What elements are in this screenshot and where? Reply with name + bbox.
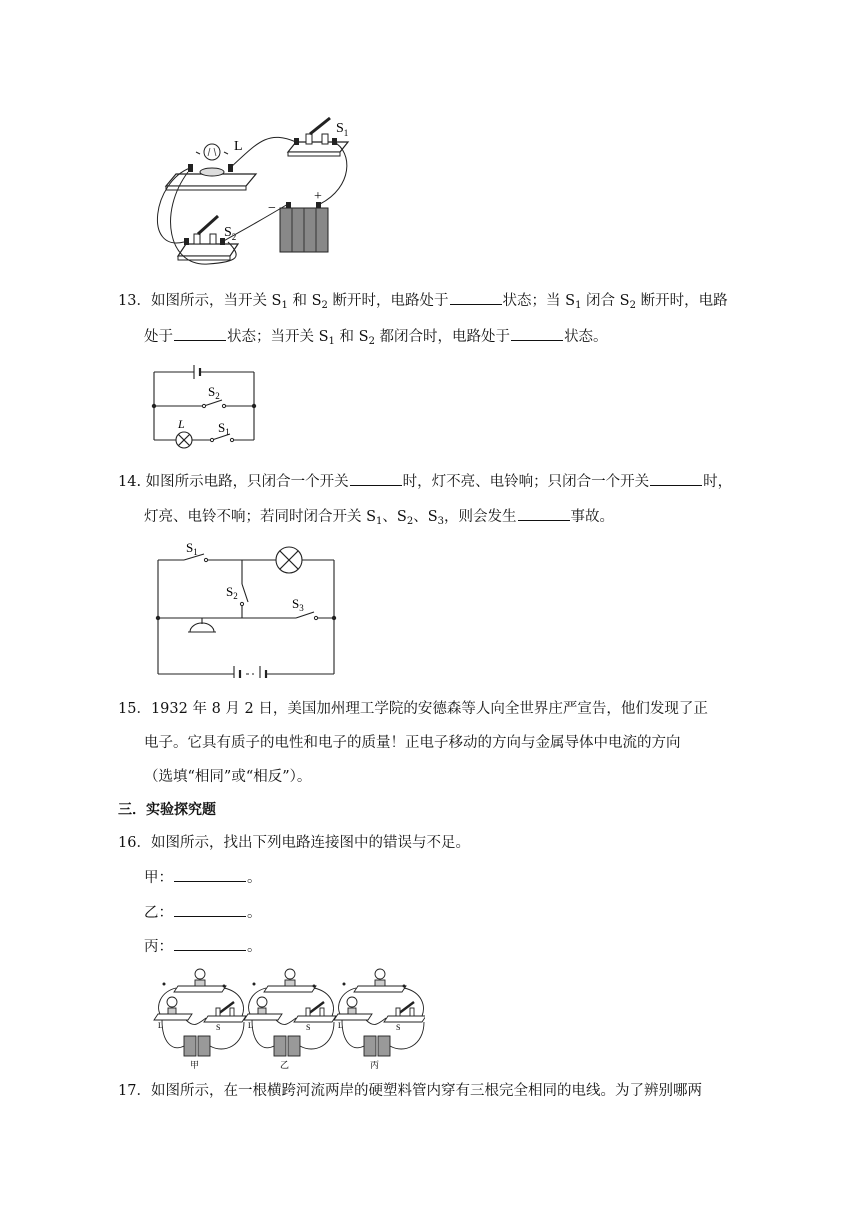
q16-blank-jia[interactable]	[174, 867, 246, 882]
q16-jia-line: 甲： 。	[144, 867, 262, 888]
circuit-yi	[244, 969, 336, 1056]
q14-blank-3[interactable]	[518, 506, 570, 521]
physical-circuit-figure	[148, 112, 358, 277]
q16-blank-yi[interactable]	[174, 902, 246, 917]
circuit-jia	[154, 969, 246, 1056]
lbl-l-yi: L	[248, 1021, 253, 1030]
lbl-s-jia: S	[216, 1023, 221, 1032]
q13-line-1: 13．如图所示，当开关 $S_1$ 和 $S_2$ 断开时，电路处于 状态；当 $S_1$ 闭合 $S_2$ 断开时，电路	[118, 290, 728, 316]
q15-line-2: 电子。它具有质子的电性和电子的质量！正电子移动的方向与金属导体中电流的方向	[144, 735, 681, 751]
lamp-label: L	[234, 139, 243, 154]
q14-blank-1[interactable]	[350, 471, 402, 486]
q14-line-1: 14. 如图所示电路，只闭合一个开关 时，灯不亮、电铃响；只闭合一个开关 时，	[118, 471, 732, 492]
lbl-s-bing: S	[396, 1023, 401, 1032]
q13-line-2: 处于 状态；当开关 $S_1$ 和 $S_2$ 都闭合时，电路处于 状态。	[144, 326, 608, 352]
section-heading: 三．实验探究题	[118, 802, 216, 818]
circuit-bing	[334, 969, 425, 1056]
fig13-s2-label: $S_2$	[208, 384, 220, 401]
caption-yi: 乙	[280, 1060, 290, 1070]
s2-label: $S_2$	[224, 225, 237, 242]
lbl-s-yi: S	[306, 1023, 311, 1032]
plus-sign: +	[314, 189, 322, 204]
fig14-s3-label: $S_3$	[292, 596, 304, 613]
q15-line-1: 15．1932 年 8 月 2 日，美国加州理工学院的安德森等人向全世界庄严宣告，他们发现了正	[118, 701, 708, 717]
q13-blank-1[interactable]	[450, 290, 502, 305]
q16-blank-bing[interactable]	[174, 936, 246, 951]
q14-line-2: 灯亮、电铃不响；若同时闭合开关 $S_1$、$S_2$、$S_3$，则会发生 事故。	[144, 506, 614, 532]
q16-circuits-figure	[150, 958, 425, 1070]
q16-stem: 16．如图所示，找出下列电路连接图中的错误与不足。	[118, 835, 470, 851]
s1-label: $S_1$	[336, 121, 349, 138]
q17-line-1: 17．如图所示，在一根横跨河流两岸的硬塑料管内穿有三根完全相同的电线。为了辨别哪两	[118, 1083, 702, 1099]
q14-blank-2[interactable]	[650, 471, 702, 486]
q15-line-3: （选填“相同”或“相反”）。	[144, 769, 312, 785]
caption-jia: 甲	[190, 1060, 200, 1070]
q13-circuit-diagram	[148, 360, 264, 450]
q13-blank-2[interactable]	[174, 326, 226, 341]
battery-pack	[280, 202, 328, 252]
fig13-s1-label: $S_1$	[218, 420, 230, 437]
fig14-s1-label: $S_1$	[186, 540, 198, 557]
q16-bing-line: 丙： 。	[144, 936, 262, 957]
lbl-l-bing: L	[338, 1021, 343, 1030]
minus-sign: −	[268, 201, 276, 216]
q16-yi-line: 乙： 。	[144, 902, 262, 923]
caption-bing: 丙	[370, 1060, 380, 1070]
fig14-s2-label: $S_2$	[226, 584, 238, 601]
lbl-l-jia: L	[158, 1021, 163, 1030]
fig13-lamp-label: L	[178, 417, 185, 431]
q13-blank-3[interactable]	[511, 326, 563, 341]
q14-circuit-diagram	[150, 538, 342, 678]
